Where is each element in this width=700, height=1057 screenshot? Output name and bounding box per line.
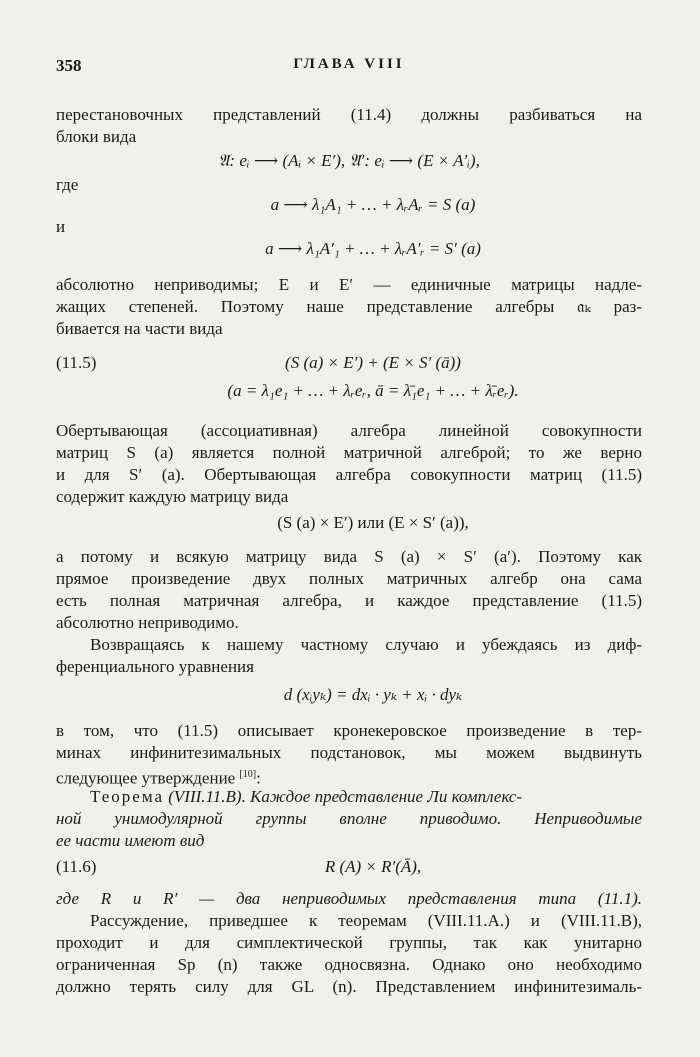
text-line: а потому и всякую матрицу вида S (a) × S′ (a′). Поэтому как (56, 547, 642, 566)
text-line: блоки вида (56, 127, 137, 146)
equation-number: (11.5) (56, 353, 97, 372)
text-line: абсолютно неприводимы; E и E′ — единичные матрицы надле- (56, 275, 642, 294)
text-line: прямое произведение двух полных матричных алгебр она сама (56, 569, 642, 588)
text-line: Возвращаясь к нашему частному случаю и убеждаясь из диф- (90, 635, 642, 654)
text-line: должно терять силу для GL (n). Представлением инфинитезималь- (56, 977, 642, 996)
theorem-line: где R и R′ — два неприводимых представления типа (11.1). (56, 889, 642, 908)
text-line: и (56, 217, 66, 236)
text-line: ограниченная Sp (n) также односвязна. Однако оно необходимо (56, 955, 642, 974)
text-line: есть полная матричная алгебра, и каждое представление (11.5) (56, 591, 642, 610)
text-line: жащих степеней. Поэтому наше представление алгебры 𝔞ₖ раз- (56, 297, 642, 316)
reference-mark: [10] (239, 769, 257, 780)
theorem-line: ее части имеют вид (56, 831, 205, 850)
theorem-line: ной унимодулярной группы вполне приводимо. Неприводимые (56, 809, 642, 828)
text-line: проходит и для симплектической группы, так как унитарно (56, 933, 642, 952)
equation: R (A) × R′(Ā), (324, 857, 422, 876)
page-header (56, 56, 642, 80)
text-line: Рассуждение, приведшее к теоремам (VIII.11.A.) и (VIII.11.B), (90, 911, 642, 930)
theorem-label: Теорема (90, 787, 165, 806)
text-line: содержит каждую матрицу вида (56, 487, 289, 506)
text-line: абсолютно неприводимо. (56, 613, 239, 632)
text-line: бивается на части вида (56, 319, 223, 338)
text-line: Обертывающая (ассоциативная) алгебра линейной совокупности (56, 421, 642, 440)
theorem-text: (VIII.11.B). Каждое представление Ли комплекс- (164, 787, 522, 806)
text-line: матриц S (a) является полной матричной алгеброй; то же верно (56, 443, 642, 462)
text-line: перестановочных представлений (11.4) должны разбиваться на (56, 105, 642, 124)
equation: d (xᵢyₖ) = dxᵢ · yₖ + xᵢ · dyₖ (283, 685, 463, 704)
text-line: ференциального уравнения (56, 657, 254, 676)
text-line: и для S′ (a). Обертывающая алгебра совокупности матриц (11.5) (56, 465, 642, 484)
equation: (S (a) × E′) или (E × S′ (a)), (277, 513, 469, 532)
equation: (S (a) × E′) + (E × S′ (ā)) (285, 353, 461, 372)
theorem-line (90, 786, 642, 808)
text-line: в том, что (11.5) описывает кронекеровское произведение в тер- (56, 721, 642, 740)
equation: (a = λ₁e₁ + … + λᵣeᵣ, ā = λ̄₁e₁ + … + λ̄ᵣeᵣ). (227, 381, 519, 400)
equation: a ⟶ λ₁A₁ + … + λᵣAᵣ = S (a) (270, 195, 476, 214)
page-number: 358 (56, 56, 82, 75)
text-line: где (56, 175, 79, 194)
chapter-title: ГЛАВА VIII (293, 56, 405, 72)
equation: 𝔄: eᵢ ⟶ (Aᵢ × E′), 𝔄′: eᵢ ⟶ (E × A′ᵢ), (218, 151, 480, 170)
equation-number: (11.6) (56, 857, 97, 876)
text-span: следующее утверждение (56, 768, 236, 788)
text-line: минах инфинитезимальных подстановок, мы можем выдвинуть (56, 743, 642, 762)
text-span: : (256, 768, 261, 788)
equation: a ⟶ λ₁A′₁ + … + λᵣA′ᵣ = S′ (a) (265, 239, 481, 258)
